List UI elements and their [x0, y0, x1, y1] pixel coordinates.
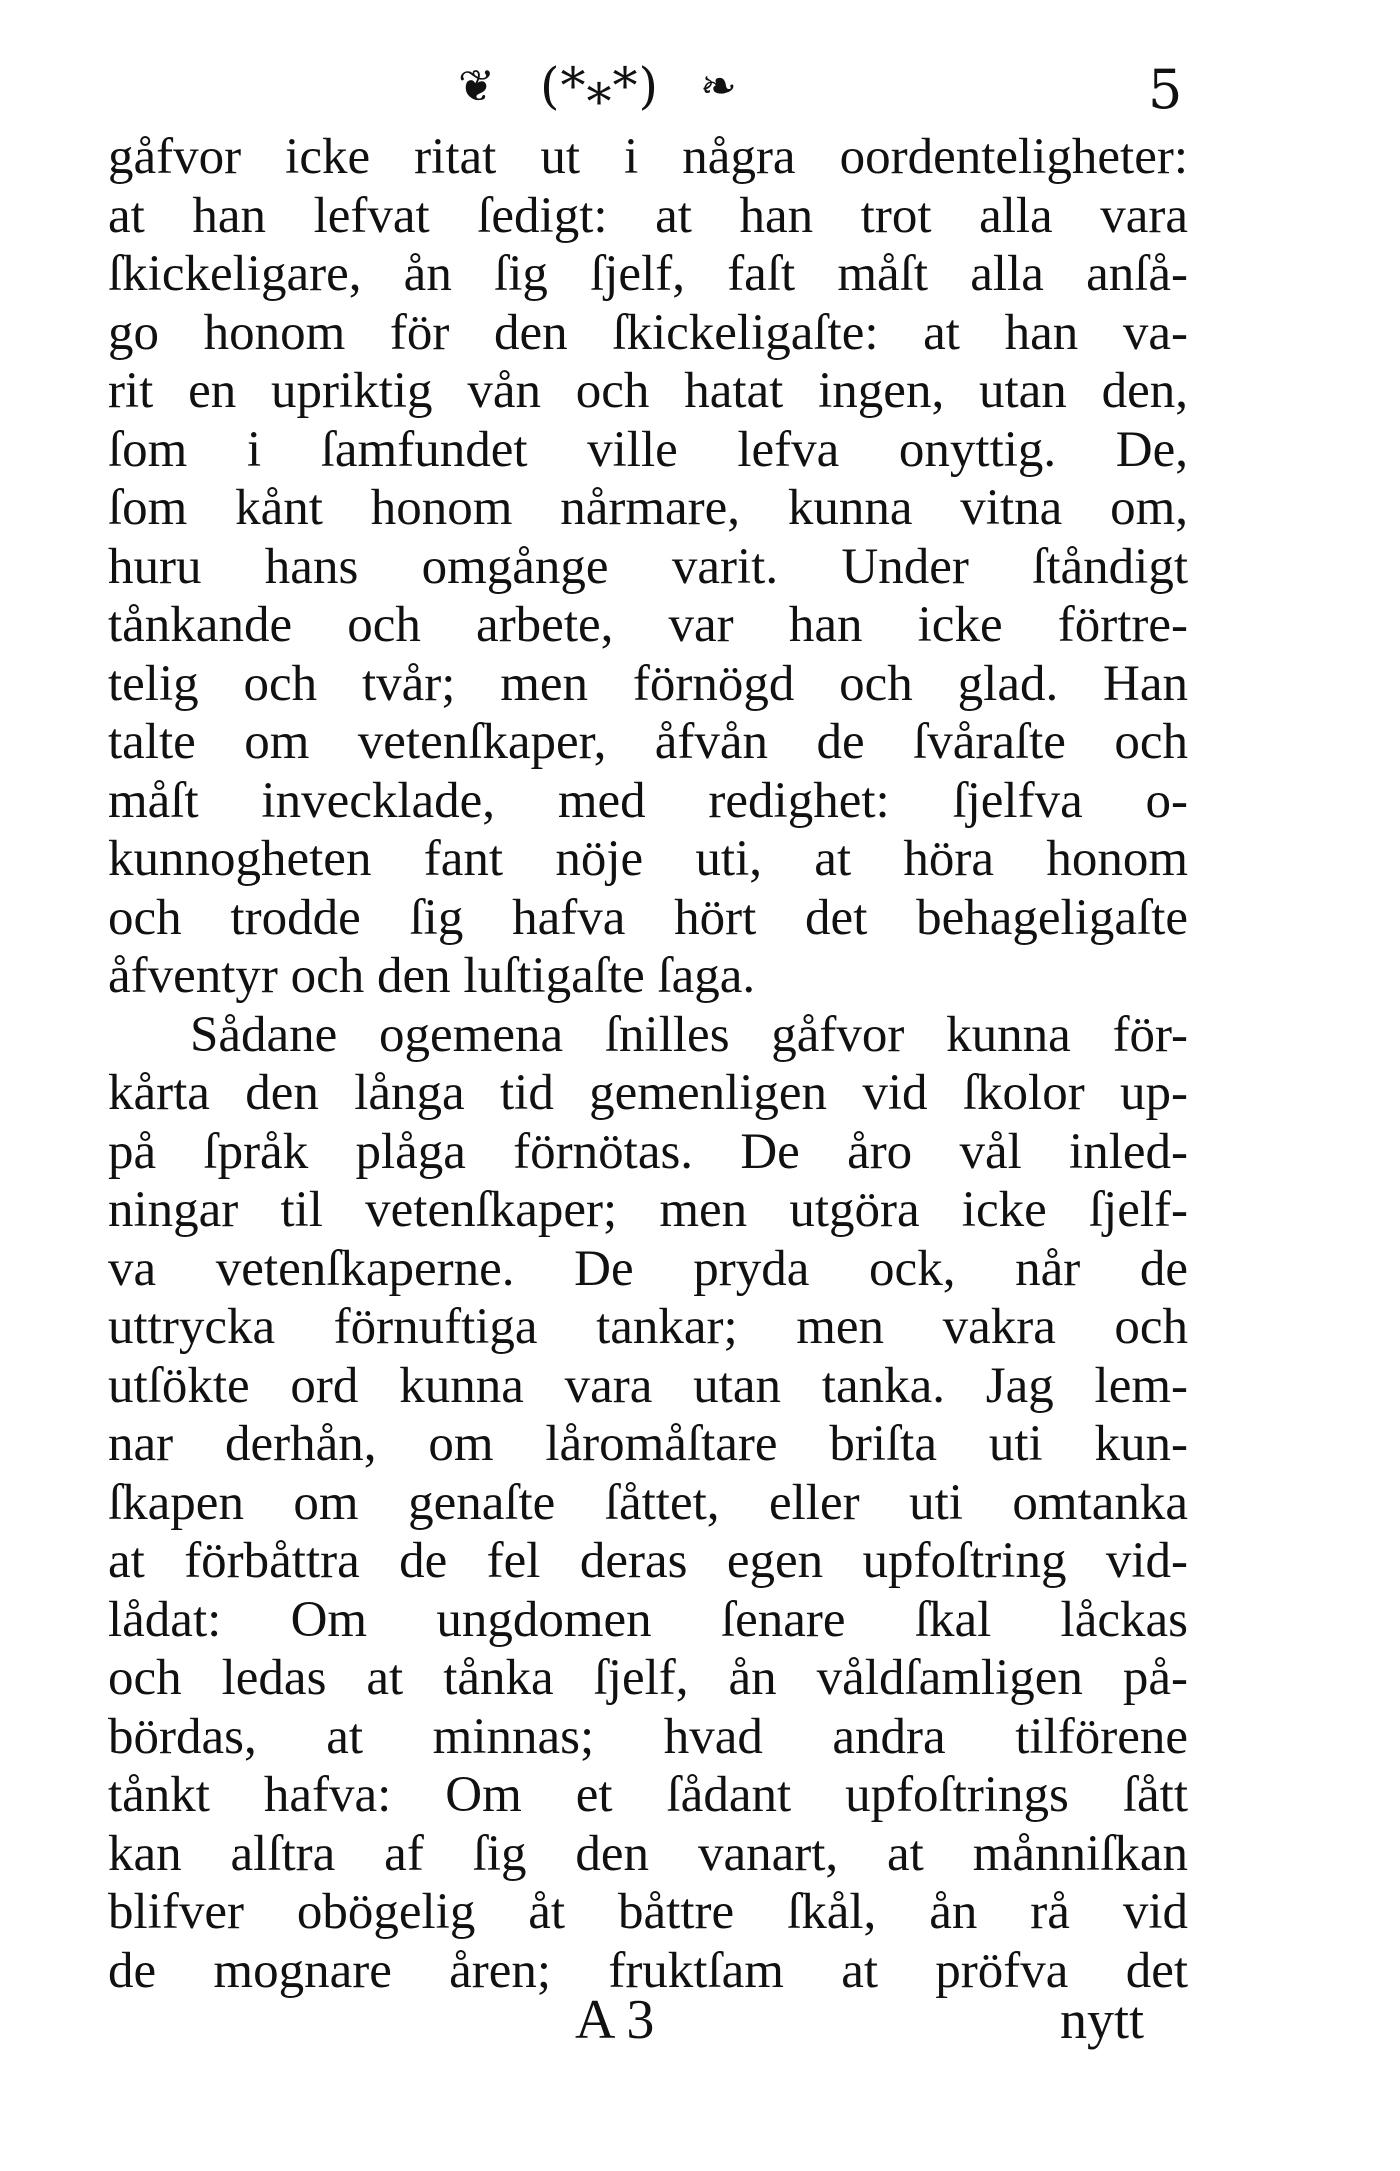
text-line: kan alſtra af ſig den vanart, at månniſkan — [108, 1825, 1188, 1882]
text-line: utſökte ord kunna vara utan tanka. Jag lem- — [108, 1357, 1188, 1414]
text-line: och ledas at tånka ſjelf, ån våldſamligen på- — [108, 1650, 1188, 1706]
text-line: go honom för den ſkickeligaſte: at han va- — [108, 304, 1188, 361]
text-line: kårta den långa tid gemenligen vid ſkolor up- — [108, 1065, 1188, 1121]
text-line: rit en upriktig vån och hatat ingen, utan den, — [108, 363, 1188, 419]
text-line: Sådane ogemena ſnilles gåfvor kunna för- — [190, 1006, 1188, 1063]
header-asterism: (*⁎*) — [540, 57, 660, 115]
text-line: uttrycka förnuftiga tankar; men vakra och — [108, 1299, 1188, 1355]
text-line: ſom kånt honom nårmare, kunna vitna om, — [108, 480, 1188, 536]
page-footer — [0, 1990, 1400, 2060]
text-line: at han lefvat ſedigt: at han trot alla vara — [108, 187, 1188, 244]
text-line: tånkande och arbete, var han icke förtre- — [108, 597, 1188, 653]
text-line: ſom i ſamfundet ville lefva onyttig. De, — [108, 421, 1188, 478]
text-line: kunnogheten fant nöje uti, at höra honom — [108, 831, 1188, 887]
left-ornament-icon: ❦ — [458, 61, 495, 112]
text-line: telig och tvår; men förnögd och glad. Han — [108, 655, 1188, 712]
page-number: 5 — [1148, 58, 1183, 121]
text-line: nar derhån, om låromåſtare briſta uti kun- — [108, 1416, 1188, 1472]
body-text — [108, 128, 1188, 2000]
text-line: at förbåttra de fel deras egen upfoſtring vid- — [108, 1533, 1188, 1589]
text-line: på ſpråk plåga förnötas. De åro vål inled- — [108, 1123, 1188, 1180]
text-line: måſt invecklade, med redighet: ſjelfva o- — [108, 772, 1188, 829]
text-line: tånkt hafva: Om et ſådant upfoſtrings ſått — [108, 1767, 1188, 1823]
page-header — [0, 55, 1400, 135]
text-line: bördas, at minnas; hvad andra tilförene — [108, 1708, 1188, 1765]
text-line: de mognare åren; fruktſam at pröfva det — [108, 1942, 1188, 1999]
right-ornament-icon: ❧ — [700, 61, 737, 112]
text-line: gåfvor icke ritat ut i några oordenteligheter: — [108, 129, 1188, 185]
text-line: ſkickeligare, ån ſig ſjelf, faſt måſt alla anſå- — [108, 246, 1188, 302]
text-line: huru hans omgånge varit. Under ſtåndigt — [108, 538, 1188, 595]
catchword: nytt — [1060, 1990, 1145, 2050]
text-line: ſkapen om genaſte ſåttet, eller uti omtanka — [108, 1474, 1188, 1531]
text-line: talte om vetenſkaper, åfvån de ſvåraſte och — [108, 714, 1188, 770]
text-line: åfventyr och den luſtigaſte ſaga. — [108, 948, 756, 1004]
signature-mark: A 3 — [575, 1989, 655, 2051]
text-line: va vetenſkaperne. De pryda ock, når de — [108, 1240, 1188, 1297]
text-line: blifver obögelig åt båttre ſkål, ån rå vid — [108, 1884, 1188, 1940]
text-line: och trodde ſig hafva hört det behageligaſte — [108, 889, 1188, 946]
text-line: lådat: Om ungdomen ſenare ſkal låckas — [108, 1591, 1188, 1648]
text-line: ningar til vetenſkaper; men utgöra icke ſjelf- — [108, 1182, 1188, 1238]
